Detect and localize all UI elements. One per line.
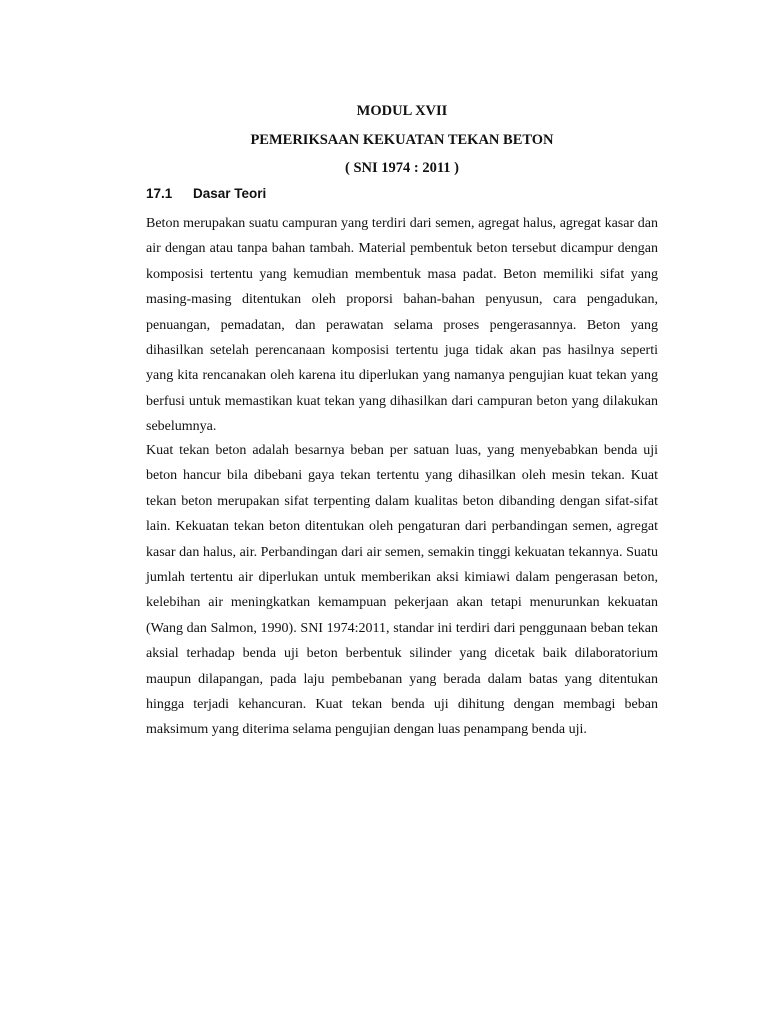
standard-reference: ( SNI 1974 : 2011 ) [345, 160, 459, 176]
paragraph-2: Kuat tekan beton adalah besarnya beban per satuan luas, yang menyebabkan benda uji beton hancur bila dibebani gaya tekan tertentu yang dihasilkan oleh mesin tekan. Kuat tekan beton merupakan sifat terpenting dalam kualitas beton dibanding dengan sifat-sifat lain. Kekuatan tekan beton ditentukan oleh pengaturan dari perbandingan semen, agregat kasar dan halus, air. Perbandingan dari air semen, semakin tinggi kekuatan tekannya. Suatu jumlah tertentu air diperlukan untuk memberikan aksi kimiawi dalam pengerasan beton, kelebihan air meningkatkan kemampuan pekerjaan akan tetapi menurunkan kekuatan (Wang dan Salmon, 1990). SNI 1974:2011, standar ini terdiri dari penggunaan beban tekan aksial terhadap benda uji beton berbentuk silinder yang dicetak baik dilaboratorium maupun dilapangan, pada laju pembebanan yang berada dalam batas yang ditentukan hingga terjadi kehancuran. Kuat tekan benda uji dihitung dengan membagi beban maksimum yang diterima selama pengujian dengan luas penampang benda uji. [146, 443, 658, 738]
module-title: MODUL XVII [356, 103, 448, 119]
section-number: 17.1 [146, 186, 173, 201]
module-subtitle: PEMERIKSAAN KEKUATAN TEKAN BETON [250, 132, 554, 148]
section-heading [146, 185, 266, 203]
section-title: Dasar Teori [193, 186, 267, 201]
paragraph-1: Beton merupakan suatu campuran yang terdiri dari semen, agregat halus, agregat kasar dan air dengan atau tanpa bahan tambah. Material pembentuk beton tersebut dicampur dengan komposisi tertentu yang kemudian membentuk masa padat. Beton memiliki sifat yang masing-masing ditentukan oleh proporsi bahan-bahan penyusun, cara pengadukan, penuangan, pemadatan, dan perawatan selama proses pengerasannya. Beton yang dihasilkan setelah perencanaan komposisi tertentu juga tidak akan pas hasilnya seperti yang kita rencanakan oleh karena itu diperlukan yang namanya pengujian kuat tekan yang berfusi untuk memastikan kuat tekan yang dihasilkan dari campuran beton yang dilakukan sebelumnya. [146, 216, 658, 435]
